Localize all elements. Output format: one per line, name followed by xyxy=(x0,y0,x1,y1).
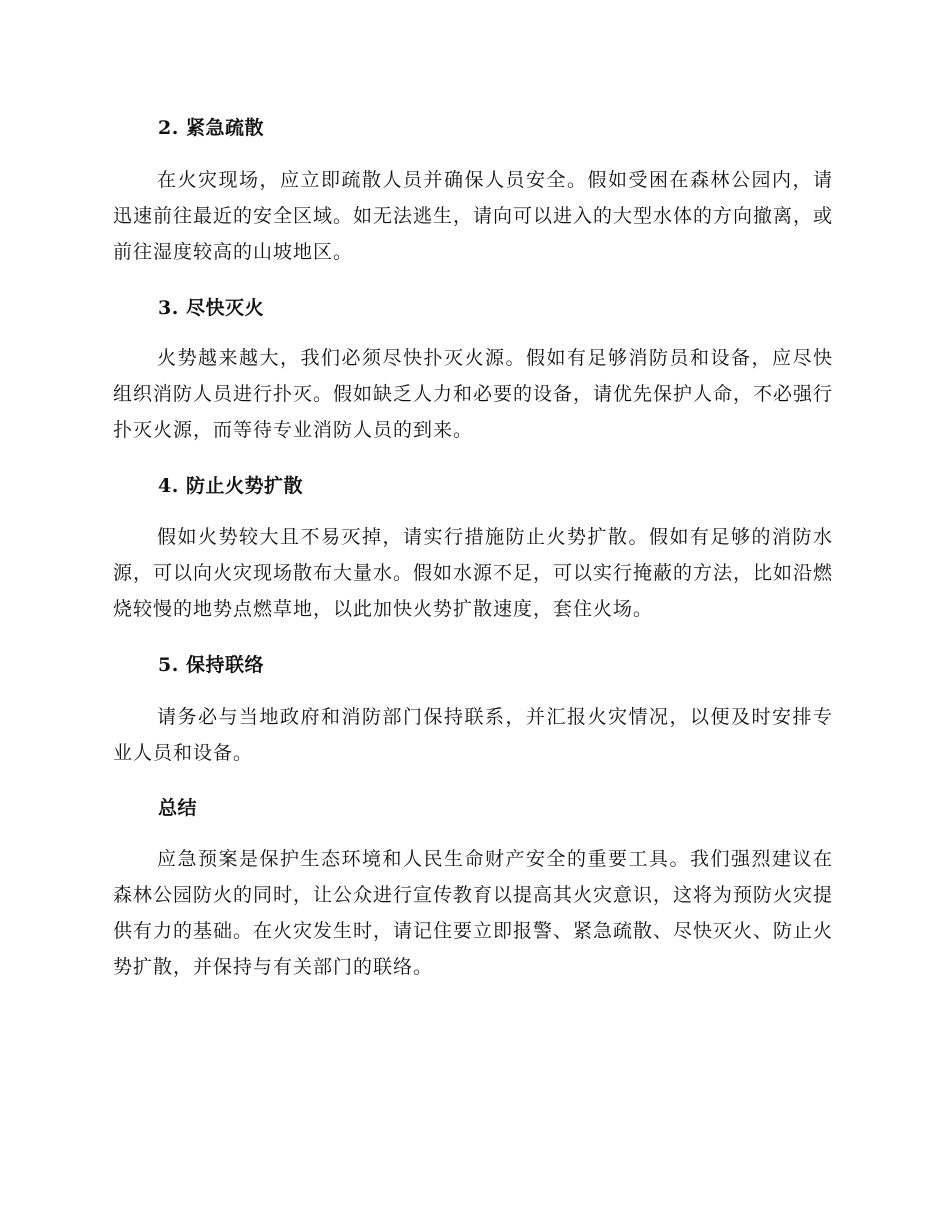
section-body-summary: 应急预案是保护生态环境和人民生命财产安全的重要工具。我们强烈建议在森林公园防火的同时，让公众进行宣传教育以提高其火灾意识，这将为预防火灾提供有力的基础。在火灾发生时，请记住要立即报警、紧急疏散、尽快灭火、防止火势扩散，并保持与有关部门的联络。 xyxy=(113,848,834,978)
section-heading-summary: 总结 xyxy=(158,797,198,819)
section-heading-prevent-spread: 4. 防止火势扩散 xyxy=(158,475,303,497)
section-body-evacuation: 在火灾现场，应立即疏散人员并确保人员安全。假如受困在森林公园内，请迅速前往最近的安全区域。如无法逃生，请向可以进入的大型水体的方向撤离，或前往湿度较高的山坡地区。 xyxy=(113,169,834,263)
section-body-prevent-spread: 假如火势较大且不易灭掉，请实行措施防止火势扩散。假如有足够的消防水源，可以向火灾现场散布大量水。假如水源不足，可以实行掩蔽的方法，比如沿燃烧较慢的地势点燃草地，以此加快火势扩散速度，套住火场。 xyxy=(113,526,834,620)
section-body-extinguish: 火势越来越大，我们必须尽快扑灭火源。假如有足够消防员和设备，应尽快组织消防人员进行扑灭。假如缺乏人力和必要的设备，请优先保护人命，不必强行扑灭火源，而等待专业消防人员的到来。 xyxy=(113,347,834,441)
section-heading-extinguish: 3. 尽快灭火 xyxy=(158,297,264,319)
section-body-contact: 请务必与当地政府和消防部门保持联系，并汇报火灾情况，以便及时安排专业人员和设备。 xyxy=(113,706,833,764)
section-heading-contact: 5. 保持联络 xyxy=(158,654,264,676)
section-heading-evacuation: 2. 紧急疏散 xyxy=(158,117,264,139)
